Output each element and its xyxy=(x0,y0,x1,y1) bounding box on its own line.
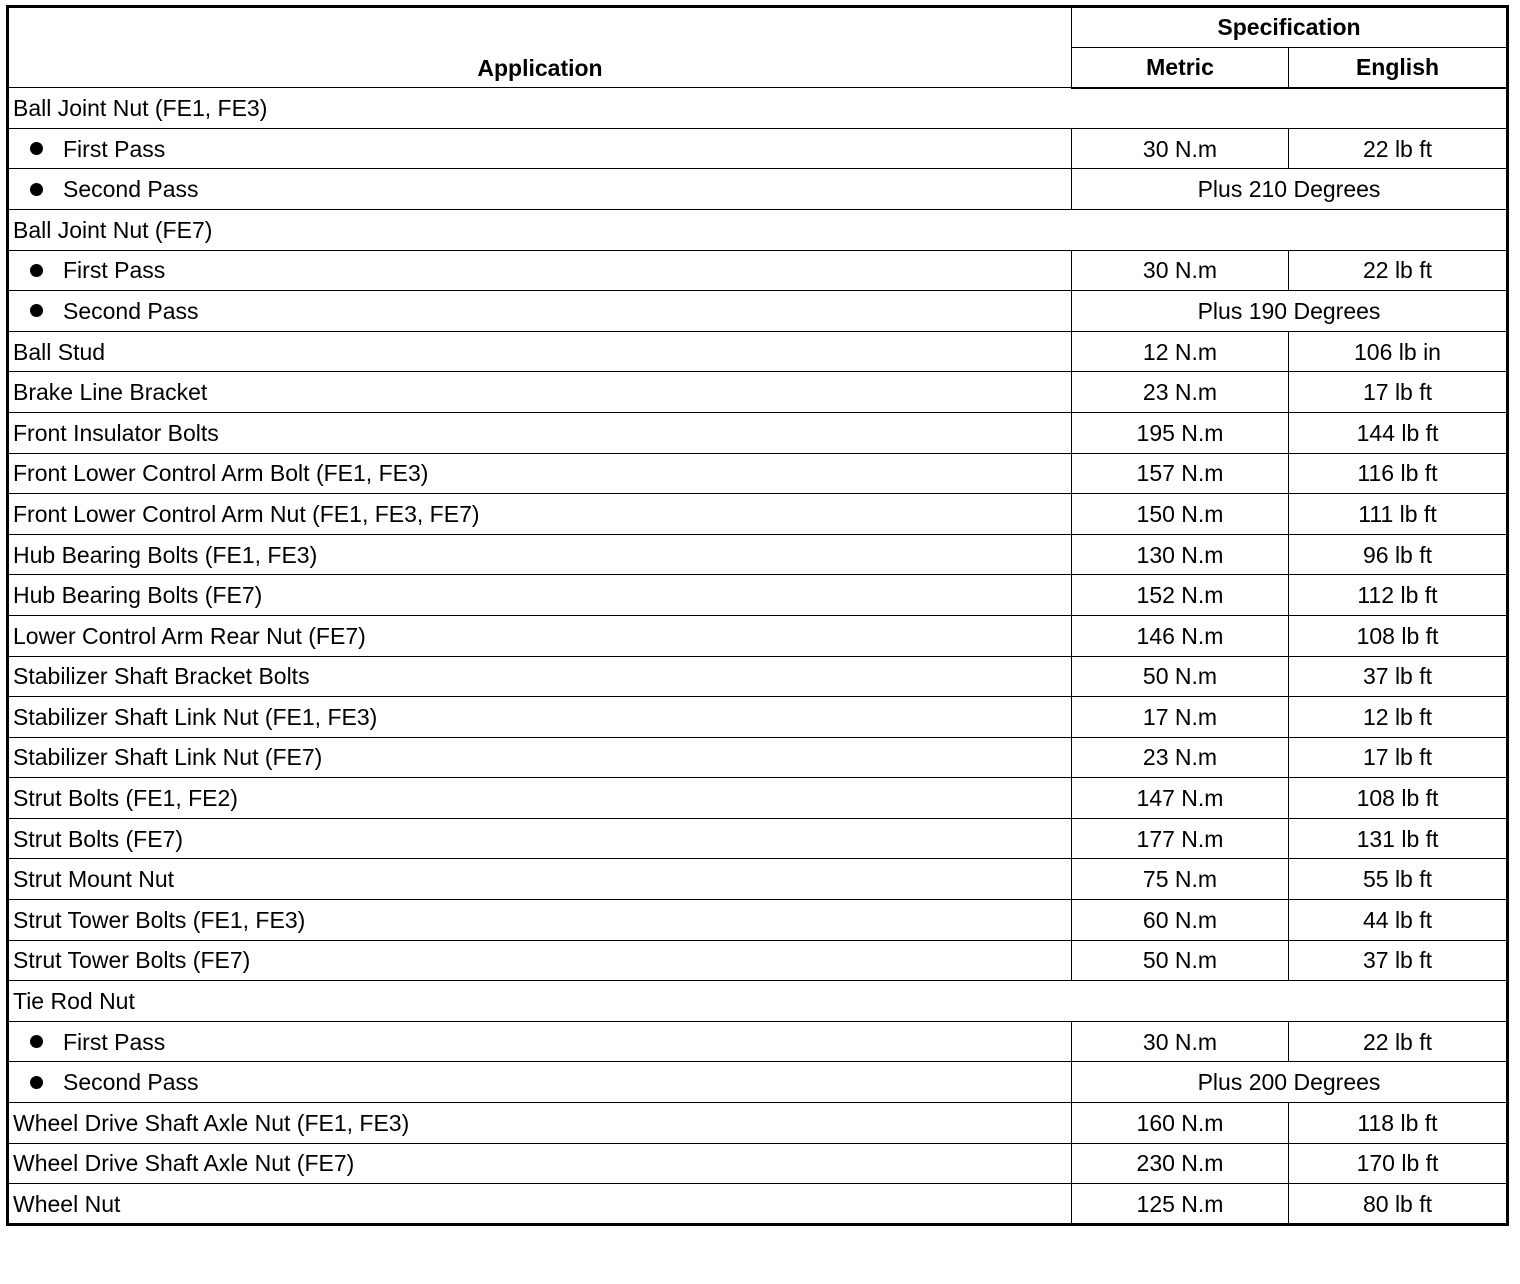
specification-angle-cell: Plus 190 Degrees xyxy=(1072,291,1508,332)
table-row xyxy=(8,331,1508,372)
table-row xyxy=(8,656,1508,697)
english-value-cell: 170 lb ft xyxy=(1289,1143,1508,1184)
table-row xyxy=(8,1021,1508,1062)
english-value-cell: 96 lb ft xyxy=(1289,534,1508,575)
application-group-cell: Tie Rod Nut xyxy=(8,981,1508,1022)
metric-value-cell: 23 N.m xyxy=(1072,372,1289,413)
application-cell: Wheel Nut xyxy=(8,1184,1072,1225)
table-row xyxy=(8,818,1508,859)
metric-value-cell: 130 N.m xyxy=(1072,534,1289,575)
english-column-header: English xyxy=(1289,47,1508,88)
metric-value-cell: 30 N.m xyxy=(1072,250,1289,291)
application-cell: Hub Bearing Bolts (FE1, FE3) xyxy=(8,534,1072,575)
application-cell: Strut Tower Bolts (FE7) xyxy=(8,940,1072,981)
metric-column-header: Metric xyxy=(1072,47,1289,88)
table-row xyxy=(8,575,1508,616)
metric-value-cell: 157 N.m xyxy=(1072,453,1289,494)
application-step-cell xyxy=(8,1062,1072,1103)
english-value-cell: 80 lb ft xyxy=(1289,1184,1508,1225)
application-cell: Stabilizer Shaft Bracket Bolts xyxy=(8,656,1072,697)
application-cell: Strut Mount Nut xyxy=(8,859,1072,900)
application-step-label: First Pass xyxy=(63,135,166,162)
english-value-cell: 108 lb ft xyxy=(1289,615,1508,656)
application-step-cell xyxy=(8,250,1072,291)
table-row xyxy=(8,615,1508,656)
application-cell: Hub Bearing Bolts (FE7) xyxy=(8,575,1072,616)
application-cell: Front Lower Control Arm Nut (FE1, FE3, FE7) xyxy=(8,494,1072,535)
table-row xyxy=(8,1184,1508,1225)
bullet-icon xyxy=(30,142,43,155)
application-step-label: First Pass xyxy=(63,257,166,284)
metric-value-cell: 17 N.m xyxy=(1072,697,1289,738)
table-row xyxy=(8,940,1508,981)
application-cell: Front Lower Control Arm Bolt (FE1, FE3) xyxy=(8,453,1072,494)
application-step-cell xyxy=(8,1021,1072,1062)
table-row xyxy=(8,1143,1508,1184)
english-value-cell: 22 lb ft xyxy=(1289,128,1508,169)
application-cell: Strut Bolts (FE1, FE2) xyxy=(8,778,1072,819)
metric-value-cell: 125 N.m xyxy=(1072,1184,1289,1225)
application-step-label: First Pass xyxy=(63,1028,166,1055)
metric-value-cell: 150 N.m xyxy=(1072,494,1289,535)
application-cell: Front Insulator Bolts xyxy=(8,412,1072,453)
application-cell: Wheel Drive Shaft Axle Nut (FE7) xyxy=(8,1143,1072,1184)
table-row xyxy=(8,209,1508,250)
fastener-tightening-table xyxy=(6,5,1509,1226)
application-step-label: Second Pass xyxy=(63,297,199,324)
application-cell: Lower Control Arm Rear Nut (FE7) xyxy=(8,615,1072,656)
english-value-cell: 12 lb ft xyxy=(1289,697,1508,738)
table-row xyxy=(8,250,1508,291)
table-row xyxy=(8,412,1508,453)
application-cell: Wheel Drive Shaft Axle Nut (FE1, FE3) xyxy=(8,1103,1072,1144)
specification-angle-cell: Plus 200 Degrees xyxy=(1072,1062,1508,1103)
table-header xyxy=(8,7,1508,88)
metric-value-cell: 75 N.m xyxy=(1072,859,1289,900)
english-value-cell: 108 lb ft xyxy=(1289,778,1508,819)
bullet-icon xyxy=(30,304,43,317)
english-value-cell: 22 lb ft xyxy=(1289,1021,1508,1062)
table-row xyxy=(8,900,1508,941)
header-row-top xyxy=(8,7,1508,48)
table-row xyxy=(8,859,1508,900)
application-cell: Brake Line Bracket xyxy=(8,372,1072,413)
specification-column-header: Specification xyxy=(1072,7,1508,48)
bullet-icon xyxy=(30,1076,43,1089)
metric-value-cell: 30 N.m xyxy=(1072,128,1289,169)
table-row xyxy=(8,88,1508,129)
english-value-cell: 116 lb ft xyxy=(1289,453,1508,494)
application-group-cell: Ball Joint Nut (FE7) xyxy=(8,209,1508,250)
table-row xyxy=(8,737,1508,778)
metric-value-cell: 50 N.m xyxy=(1072,656,1289,697)
bullet-icon xyxy=(30,1035,43,1048)
english-value-cell: 44 lb ft xyxy=(1289,900,1508,941)
table-row xyxy=(8,778,1508,819)
application-column-header: Application xyxy=(8,7,1072,88)
table-row xyxy=(8,453,1508,494)
metric-value-cell: 195 N.m xyxy=(1072,412,1289,453)
application-group-cell: Ball Joint Nut (FE1, FE3) xyxy=(8,88,1508,129)
metric-value-cell: 50 N.m xyxy=(1072,940,1289,981)
metric-value-cell: 177 N.m xyxy=(1072,818,1289,859)
application-cell: Strut Bolts (FE7) xyxy=(8,818,1072,859)
metric-value-cell: 12 N.m xyxy=(1072,331,1289,372)
english-value-cell: 17 lb ft xyxy=(1289,737,1508,778)
table-row xyxy=(8,494,1508,535)
table-row xyxy=(8,291,1508,332)
english-value-cell: 118 lb ft xyxy=(1289,1103,1508,1144)
metric-value-cell: 30 N.m xyxy=(1072,1021,1289,1062)
table-row xyxy=(8,1062,1508,1103)
bullet-icon xyxy=(30,183,43,196)
table-row xyxy=(8,1103,1508,1144)
application-step-cell xyxy=(8,291,1072,332)
metric-value-cell: 230 N.m xyxy=(1072,1143,1289,1184)
metric-value-cell: 146 N.m xyxy=(1072,615,1289,656)
english-value-cell: 22 lb ft xyxy=(1289,250,1508,291)
metric-value-cell: 160 N.m xyxy=(1072,1103,1289,1144)
bullet-icon xyxy=(30,264,43,277)
english-value-cell: 112 lb ft xyxy=(1289,575,1508,616)
application-step-label: Second Pass xyxy=(63,1069,199,1096)
metric-value-cell: 147 N.m xyxy=(1072,778,1289,819)
table-row xyxy=(8,981,1508,1022)
english-value-cell: 131 lb ft xyxy=(1289,818,1508,859)
english-value-cell: 37 lb ft xyxy=(1289,656,1508,697)
specification-angle-cell: Plus 210 Degrees xyxy=(1072,169,1508,210)
application-step-cell xyxy=(8,169,1072,210)
english-value-cell: 17 lb ft xyxy=(1289,372,1508,413)
metric-value-cell: 23 N.m xyxy=(1072,737,1289,778)
table-row xyxy=(8,697,1508,738)
english-value-cell: 111 lb ft xyxy=(1289,494,1508,535)
table-row xyxy=(8,372,1508,413)
english-value-cell: 55 lb ft xyxy=(1289,859,1508,900)
fastener-specification-sheet xyxy=(6,5,1506,1226)
application-step-cell xyxy=(8,128,1072,169)
table-row xyxy=(8,128,1508,169)
english-value-cell: 106 lb in xyxy=(1289,331,1508,372)
metric-value-cell: 152 N.m xyxy=(1072,575,1289,616)
application-cell: Stabilizer Shaft Link Nut (FE7) xyxy=(8,737,1072,778)
application-cell: Stabilizer Shaft Link Nut (FE1, FE3) xyxy=(8,697,1072,738)
application-cell: Strut Tower Bolts (FE1, FE3) xyxy=(8,900,1072,941)
application-step-label: Second Pass xyxy=(63,176,199,203)
table-row xyxy=(8,534,1508,575)
table-row xyxy=(8,169,1508,210)
application-cell: Ball Stud xyxy=(8,331,1072,372)
english-value-cell: 144 lb ft xyxy=(1289,412,1508,453)
metric-value-cell: 60 N.m xyxy=(1072,900,1289,941)
english-value-cell: 37 lb ft xyxy=(1289,940,1508,981)
table-body xyxy=(8,88,1508,1225)
